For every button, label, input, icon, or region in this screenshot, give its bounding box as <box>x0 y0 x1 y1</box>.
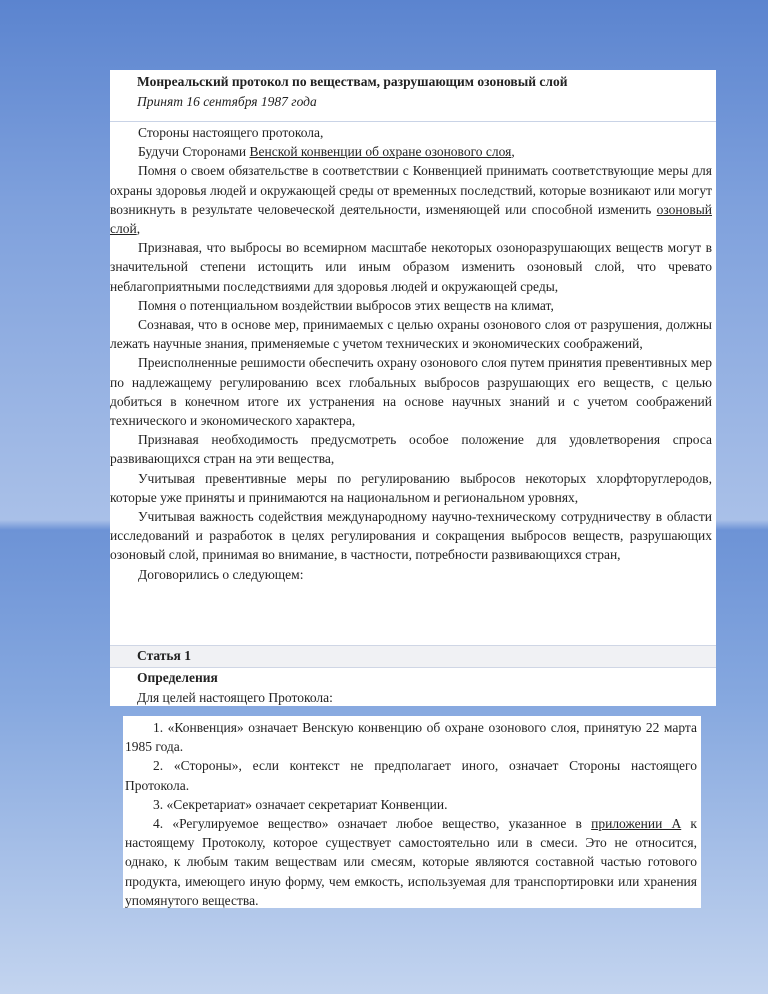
definition-2: 2. «Стороны», если контекст не предполагает иного, означает Стороны настоящего Протокола. <box>125 758 697 793</box>
definitions-page <box>123 716 701 908</box>
text: к настоящему Протоколу, которое существует самостоятельно или в смеси. Это не относится, однако, к любым таким веществам или смесям, которые являются составной частью готового продукта, имеющего иную форму, чем емкость, используемая для транспортировки или хранения упомянутого вещества. <box>125 816 697 908</box>
text: Будучи Сторонами <box>138 144 250 160</box>
document-header <box>110 70 716 122</box>
preamble <box>110 122 716 584</box>
preamble-p2 <box>110 142 712 161</box>
preamble-p9: Учитывая превентивные меры по регулированию выбросов некоторых хлорфторуглеродов, которые уже приняты и принимаются на национальном и региональном уровнях, <box>110 470 712 505</box>
definition-3: 3. «Секретариат» означает секретариат Конвенции. <box>153 796 448 812</box>
article-heading: Определения <box>137 670 218 685</box>
article-intro: Для целей настоящего Протокола: <box>137 690 333 705</box>
preamble-p5: Помня о потенциальном воздействии выбросов этих веществ на климат, <box>138 297 554 313</box>
annex-a-link[interactable]: приложении А <box>591 816 682 832</box>
preamble-p1: Стороны настоящего протокола, <box>138 125 324 140</box>
text: , <box>136 221 141 237</box>
text: 4. «Регулируемое вещество» означает любое вещество, указанное в <box>153 816 592 832</box>
article-header <box>110 667 716 707</box>
vienna-convention-link[interactable]: Венской конвенции об охране озонового слоя <box>249 144 512 160</box>
ozone-layer-link[interactable]: озоновый слой <box>110 201 712 237</box>
preamble-p6: Сознавая, что в основе мер, принимаемых с целью охраны озонового слоя от разрушения, должны лежать научные знания, применяемые с учетом технических и экономических соображений, <box>110 317 712 352</box>
document-page <box>110 70 716 706</box>
article-label: Статья 1 <box>110 645 716 667</box>
text: Помня о своем обязательстве в соответствии с Конвенцией принимать соответствующие меры для охраны здоровья людей и окружающей среды от временных последствий, которые возникают или могут возникнуть в результате человеческой деятельности, изменяющей или способной изменить <box>110 163 712 217</box>
document-title: Монреальский протокол по веществам, разрушающим озоновый слой <box>137 74 568 89</box>
definition-4 <box>125 814 697 910</box>
definition-1: 1. «Конвенция» означает Венскую конвенцию об охране озонового слоя, принятую 22 марта 1985 года. <box>125 720 697 755</box>
text: , <box>511 144 515 160</box>
preamble-p10: Учитывая важность содействия международному научно-техническому сотрудничеству в области исследований и разработок в целях регулирования и сокращения выбросов веществ, разрушающих озоновый слой, принимая во внимание, в частности, потребности развивающихся стран, <box>110 509 712 563</box>
preamble-p8: Признавая необходимость предусмотреть особое положение для удовлетворения спроса развивающихся стран на эти вещества, <box>110 432 712 467</box>
preamble-p3 <box>110 161 712 238</box>
preamble-p11: Договорились о следующем: <box>138 566 304 582</box>
document-date: Принят 16 сентября 1987 года <box>137 94 317 109</box>
preamble-p7: Преисполненные решимости обеспечить охрану озонового слоя путем принятия превентивных мер по надлежащему регулированию всех глобальных выбросов разрушающих его веществ, с целью добиться в конечном итоге их устранения на основе научных знаний и с учетом соображений технического и экономического характера, <box>110 355 712 429</box>
preamble-p4: Признавая, что выбросы во всемирном масштабе некоторых озоноразрушающих веществ могут в значительной степени истощить или иным образом изменить озоновый слой, что чревато неблагоприятными последствиями для здоровья людей и окружающей среды, <box>110 240 712 294</box>
